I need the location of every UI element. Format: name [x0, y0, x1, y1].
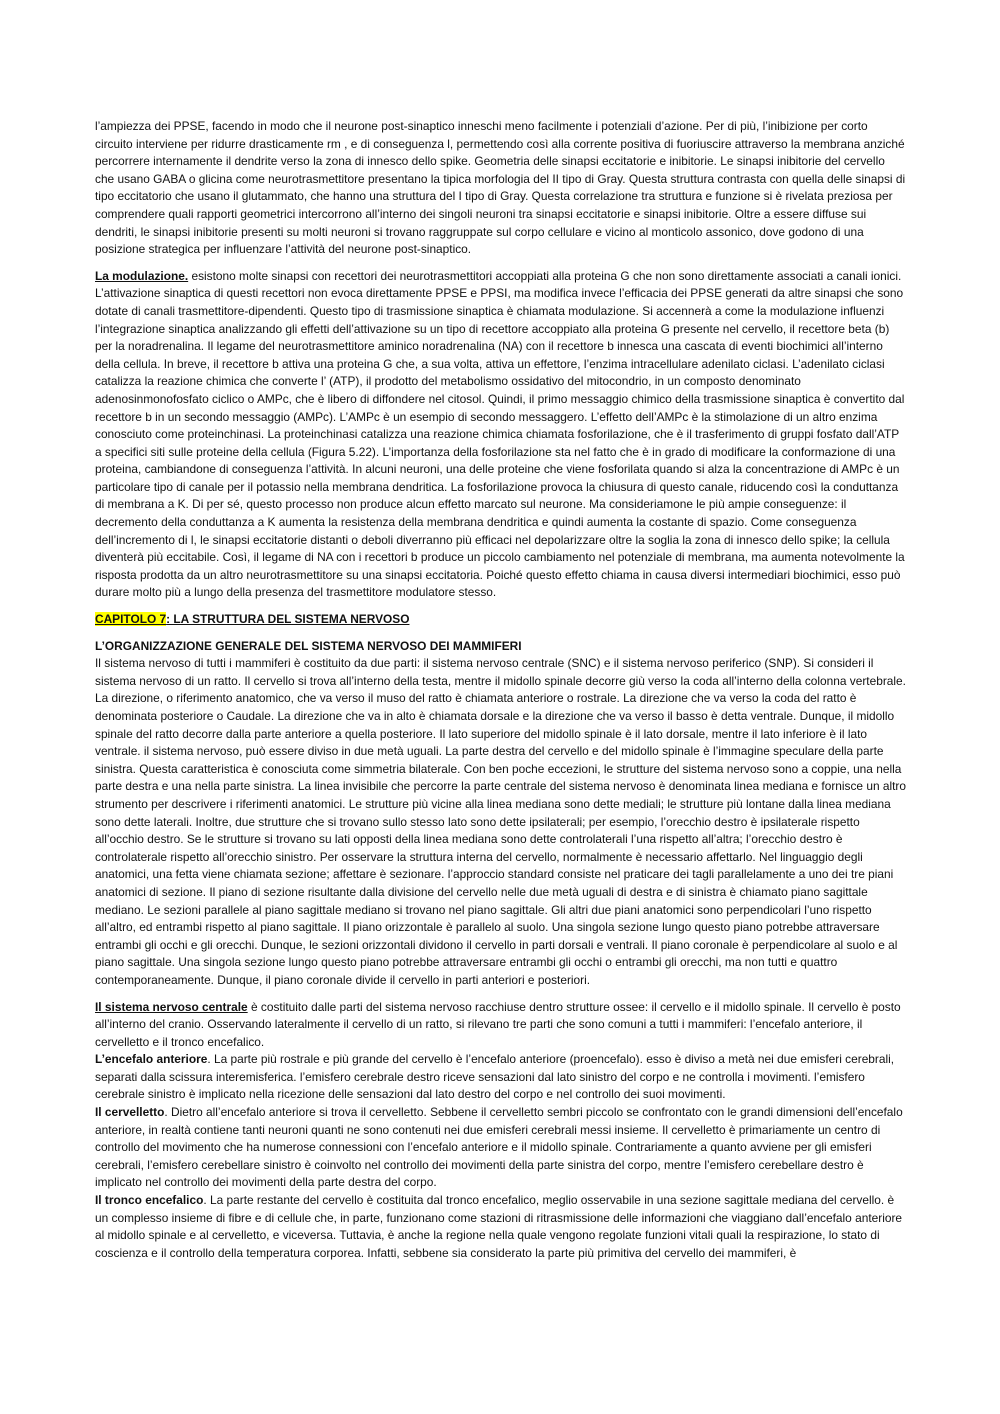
heading-modulation: La modulazione.	[95, 268, 189, 283]
chapter-label: CAPITOLO 7	[95, 612, 167, 627]
section-title: L’ORGANIZZAZIONE GENERALE DEL SISTEMA NERVOSO DEI MAMMIFERI	[95, 638, 522, 653]
paragraph-cns	[95, 999, 907, 1052]
paragraph-cerebellum-text: . Dietro all’encefalo anteriore si trova il cervelletto. Sebbene il cervelletto sembri piccolo se confrontato con le grandi dimensioni dell’encefalo anteriore, in realtà contiene tanti neuroni quanti ne sono contenuti nei due emisferi cerebrali messi insieme. Il cervelletto è primariamente un centro di controllo del movimento che ha numerose connessioni con l’encefalo anteriore e il midollo spinale. Contrariamente a quanto avviene per gli emisferi cerebrali, l’emisfero cerebellare sinistro è coinvolto nel controllo dei movimenti della parte sinistra del corpo, mentre l’emisfero cerebellare destro è implicato nel controllo dei movimenti della parte destra del corpo.	[95, 1105, 903, 1190]
heading-cerebellum: Il cervelletto	[95, 1105, 165, 1120]
paragraph-organization: Il sistema nervoso di tutti i mammiferi è costituito da due parti: il sistema nervoso centrale (SNC) e il sistema nervoso periferico (SNP). Si consideri il sistema nervoso di un ratto. Il cervello si trova all’interno della testa, mentre il midollo spinale decorre giù verso la coda all’interno della colonna vertebrale. La direzione, o riferimento anatomico, che va verso il muso del ratto è chiamata anteriore o rostrale. La direzione che va verso la coda del ratto è denominata posteriore o Caudale. La direzione che va in alto è chiamata dorsale e la direzione che va verso il basso è detta ventrale. Dunque, il midollo spinale del ratto decorre dalla parte anteriore a quella posteriore. Il lato superiore del midollo spinale è il lato dorsale, mentre il lato inferiore è il lato ventrale. il sistema nervoso, può essere diviso in due metà uguali. La parte destra del cervello e del midollo spinale è l’immagine speculare della parte sinistra. Questa caratteristica è conosciuta come simmetria bilaterale. Con ben poche eccezioni, le strutture del sistema nervoso sono a coppie, una nella parte destra e una nella parte sinistra. La linea invisibile che percorre la parte centrale del sistema nervoso è denominata linea mediana e fornisce un altro strumento per descrivere i riferimenti anatomici. Le strutture più vicine alla linea mediana sono dette mediali; le strutture più lontane dalla linea mediana sono dette laterali. Inoltre, due strutture che si trovano sullo stesso lato sono dette ipsilaterali; per esempio, l’orecchio destro è ipsilaterale rispetto all’occhio destro. Se le strutture si trovano su lati opposti della linea mediana sono dette controlaterali l’una rispetto all’altra; l’orecchio destro è controlaterale rispetto all’orecchio sinistro. Per osservare la struttura interna del cervello, normalmente è necessario affettarlo. Nel linguaggio degli anatomici, una fetta viene chiamata sezione; affettare è sezionare. l’approccio standard consiste nel praticare dei tagli parallelamente a uno dei tre piani anatomici di sezione. Il piano di sezione risultante dalla divisione del cervello nelle due metà uguali di destra e di sinistra è chiamato piano sagittale mediano. Le sezioni parallele al piano sagittale mediano si trovano nel piano sagittale. Gli altri due piani anatomici sono perpendicolari l’uno rispetto all’altro, ed entrambi rispetto al piano sagittale. Il piano orizzontale è parallelo al suolo. Una singola sezione lungo questo piano potrebbe attraversare entrambi gli occhi e gli orecchi. Dunque, le sezioni orizzontali dividono il cervello in parti dorsali e ventrali. Il piano coronale è perpendicolare al suolo e al piano sagittale. Una singola sezione lungo questo piano potrebbe attraversare entrambi gli occhi o entrambi gli orecchi, ma non tutti e quattro contemporaneamente. Dunque, il piano coronale divide il cervello in parti anteriori e posteriori.	[95, 656, 907, 987]
paragraph-brainstem-text: . La parte restante del cervello è costituita dal tronco encefalico, meglio osservabile in una sezione sagittale mediana del cervello. è un complesso insieme di fibre e di cellule che, in parte, funzionano come stazioni di ritrasmissione delle informazioni che viaggiano dall’encefalo anteriore al midollo spinale e al cervelletto, e viceversa. Tuttavia, è anche la regione nella quale vengono regolate funzioni vitali quali la respirazione, lo stato di coscienza e il controllo della temperatura corporea. Infatti, sebbene sia considerato la parte più primitiva del cervello dei mammiferi, è	[95, 1193, 903, 1260]
chapter-heading	[95, 611, 907, 629]
heading-cns: Il sistema nervoso centrale	[95, 999, 248, 1014]
heading-brainstem: Il tronco encefalico	[95, 1193, 204, 1208]
paragraph-modulation-text: esistono molte sinapsi con recettori dei neurotrasmettitori accoppiati alla proteina G che non sono direttamente associati a canali ionici. L’attivazione sinaptica di questi recettori non evoca direttamente PPSE e PPSI, ma modifica invece l’efficacia dei PPSE generati da altre sinapsi che sono dotate di canali trasmettitore-dipendenti. Questo tipo di trasmissione sinaptica è chiamata modulazione. Si accennerà a come la modulazione influenzi l’integrazione sinaptica analizzando gli effetti dell’attivazione su un tipo di recettore accoppiato alla proteina G presente nel cervello, il recettore beta (b) per la noradrenalina. Il legame del neurotrasmettitore aminico noradrenalina (NA) con il recettore b innesca una cascata di eventi biochimici all’interno della cellula. In breve, il recettore b attiva una proteina G che, a sua volta, attiva un effettore, l’enzima intracellulare adenilato ciclasi. L’adenilato ciclasi catalizza la reazione chimica che converte l’ (ATP), il prodotto del metabolismo ossidativo del mitocondrio, in un composto denominato adenosinmonofosfato ciclico o AMPc, che è libero di diffondere nel citosol. Quindi, il primo messaggio chimico della trasmissione sinaptica è convertito dal recettore b in un secondo messaggio (AMPc). L’AMPc è un esempio di secondo messaggero. L’effetto dell’AMPc è la stimolazione di un altro enzima conosciuto come proteinchinasi. La proteinchinasi catalizza una reazione chimica chiamata fosforilazione, che è il trasferimento di gruppi fosfato dall’ATP a specifici siti sulle proteine della cellula (Figura 5.22). L’importanza della fosforilazione sta nel fatto che è in grado di modificare la conformazione di una proteina, cambiandone di conseguenza l’attività. In alcuni neuroni, una delle proteine che viene fosforilata quando si alza la concentrazione di AMPc è un particolare tipo di canale per il potassio nella membrana dendritica. La fosforilazione provoca la chiusura di questo canale, riducendo così la conduttanza di membrana a K. Di per sé, questo processo non produce alcun effetto marcato sul neurone. Ma consideriamone le più ampie conseguenze: il decremento della conduttanza a K aumenta la resistenza della membrana dendritica e quindi aumenta la costante di spazio. Come conseguenza dell’incremento di l, le sinapsi eccitatorie distanti o deboli diverranno più efficaci nel depolarizzare oltre la soglia la zona di innesco dello spike; la cellula diventerà più eccitabile. Così, il legame di NA con i recettori b produce un piccolo cambiamento nel potenziale di membrana, ma aumenta notevolmente la risposta prodotta da un altro neurotrasmettitore su una sinapsi eccitatoria. Poiché questo effetto chiama in causa diversi intermediari biochimici, esso può durare molto più a lungo della presenza del trasmettitore modulatore stesso.	[95, 268, 905, 600]
paragraph-inhibition: l’ampiezza dei PPSE, facendo in modo che il neurone post-sinaptico inneschi meno facilmente i potenziali d’azione. Per di più, l’inibizione per corto circuito interviene per ridurre drasticamente rm , e di conseguenza l, permettendo così alla corrente positiva di fuoriuscire attraverso la membrana anziché percorrere internamente il dendrite verso la zona di innesco dello spike. Geometria delle sinapsi eccitatorie e inibitorie. Le sinapsi inibitorie del cervello che usano GABA o glicina come neurotrasmettitore presentano la tipica morfologia del II tipo di Gray. Questa struttura contrasta con quella delle sinapsi di tipo eccitatorio che usano il glutammato, che hanno una struttura del I tipo di Gray. Questa correlazione tra struttura e funzione si è rivelata preziosa per comprendere quali rapporti geometrici intercorrono all’interno dei singoli neuroni tra sinapsi eccitatorie e sinapsi inibitorie. Oltre a essere diffuse sui dendriti, le sinapsi inibitorie presenti su molti neuroni si trovano raggruppate sul corpo cellulare e vicino al monticolo assonico, dove godono di una posizione strategica per influenzare l’attività del neurone post-sinaptico.	[95, 119, 906, 257]
paragraph-brainstem	[95, 1192, 907, 1262]
document-page	[95, 118, 907, 1262]
paragraph-cerebellum	[95, 1104, 907, 1192]
paragraph-forebrain	[95, 1051, 907, 1104]
paragraph-modulation	[95, 268, 907, 602]
paragraph-forebrain-text: . La parte più rostrale e più grande del cervello è l’encefalo anteriore (proencefalo). esso è diviso a metà nei due emisferi cerebrali, separati dalla scissura interemisferica. l’emisfero cerebrale destro riceve sensazioni dal lato sinistro del corpo e ne controlla i movimenti. l’emisfero cerebrale sinistro è implicato nella ricezione delle sensazioni dal lato destro del corpo e nel controllo dei suoi movimenti.	[95, 1052, 895, 1102]
heading-forebrain: L’encefalo anteriore	[95, 1052, 208, 1067]
chapter-title: : LA STRUTTURA DEL SISTEMA NERVOSO	[166, 612, 410, 627]
paragraph-cns-text: è costituito dalle parti del sistema nervoso racchiuse dentro strutture ossee: il cervello e il midollo spinale. Il cervello è posto all’interno del cranio. Osservando lateralmente il cervello di un ratto, si rilevano tre parti che sono comuni a tutti i mammiferi: l’encefalo anteriore, il cervelletto e il tronco encefalico.	[95, 999, 901, 1049]
